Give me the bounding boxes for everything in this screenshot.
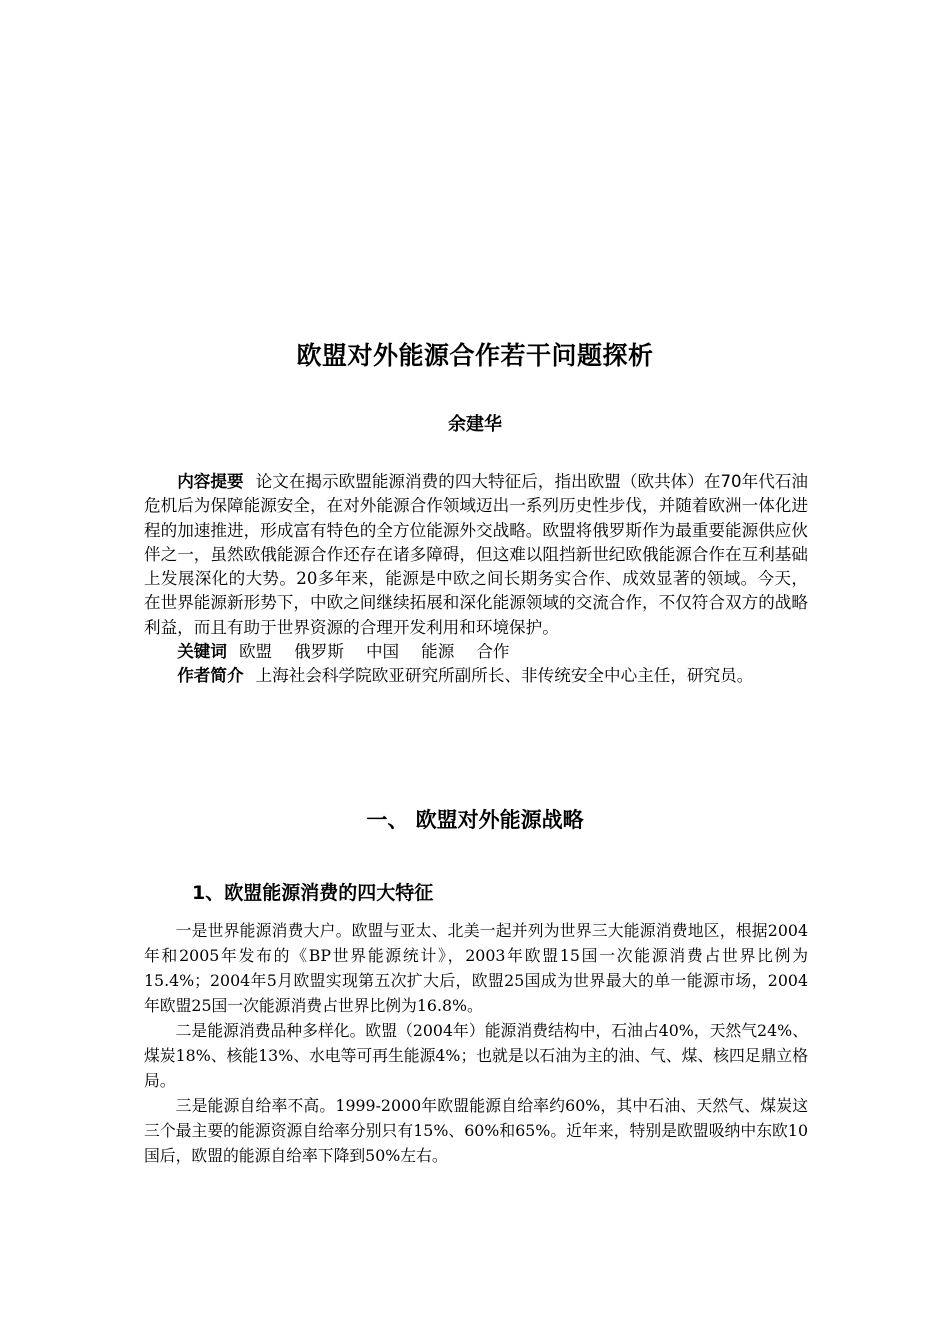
body-paragraph: 一是世界能源消费大户。欧盟与亚太、北美一起并列为世界三大能源消费地区，根据2004年和2005年发布的《BP世界能源统计》，2003年欧盟15国一次能源消费占世界比例为15.4%；2004年5月欧盟实现第五次扩大后，欧盟25国成为世界最大的单一能源市场，2004年欧盟25国一次能源消费占世界比例为16.8%。 <box>144 921 808 1015</box>
body-paragraph: 二是能源消费品种多样化。欧盟（2004年）能源消费结构中，石油占40%，天然气24%、煤炭18%、核能13%、水电等可再生能源4%；也就是以石油为主的油、气、煤、核四足鼎立格局。 <box>144 1021 808 1090</box>
keyword: 欧盟 <box>238 642 273 662</box>
abstract-text-part2: 欧盟将俄罗斯作为最重要能源供应伙伴之一，虽然欧俄能源合作还存在诸多障碍，但这难以阻挡新世纪欧俄能源合作在互利基础上发展深化的大势。20多年来，能源是中欧之间长期务实合作、成效显著的领域。今天，在世界能源新形势下，中欧之间继续拓展和深化能源领域的交流合作，不仅符合双方的战略利益，而且有助于世界资源的合理开发利用和环境保护。 <box>144 520 809 637</box>
author-bio-line <box>144 664 808 688</box>
body-paragraph: 三是能源自给率不高。1999-2000年欧盟能源自给率约60%，其中石油、天然气、煤炭这三个最主要的能源资源自给率分别只有15%、60%和65%。近年来，特别是欧盟吸纳中东欧10国后，欧盟的能源自给率下降到50%左右。 <box>144 1096 808 1165</box>
keywords-line <box>144 640 808 664</box>
keyword: 合作 <box>476 642 510 662</box>
author-name: 余建华 <box>448 414 502 435</box>
keyword: 俄罗斯 <box>294 642 344 662</box>
abstract-label: 内容提要 <box>177 472 244 491</box>
keywords-label: 关键词 <box>177 642 227 662</box>
keyword: 中国 <box>365 642 400 662</box>
keyword: 能源 <box>421 642 455 662</box>
section-heading: 一、 欧盟对外能源战略 <box>366 808 584 832</box>
section-body <box>144 918 808 1168</box>
abstract-block <box>144 470 808 689</box>
paper-title: 欧盟对外能源合作若干问题探析 <box>296 341 654 370</box>
author-bio-label: 作者简介 <box>177 666 244 686</box>
abstract-text-part1: 论文在揭示欧盟能源消费的四大特征后，指出欧盟（欧共体）在70年代石油危机后为保障能源安全，在对外能源合作领域迈出一系列历史性步伐，并随着欧洲一体化进程的加速推进，形成富有特色的全方位能源外交战略。 <box>144 472 809 540</box>
author-bio-text: 上海社会科学院欧亚研究所副所长、非传统安全中心主任，研究员。 <box>255 666 754 686</box>
subsection-heading: 1、欧盟能源消费的四大特征 <box>192 882 434 904</box>
abstract-paragraph <box>144 470 808 640</box>
